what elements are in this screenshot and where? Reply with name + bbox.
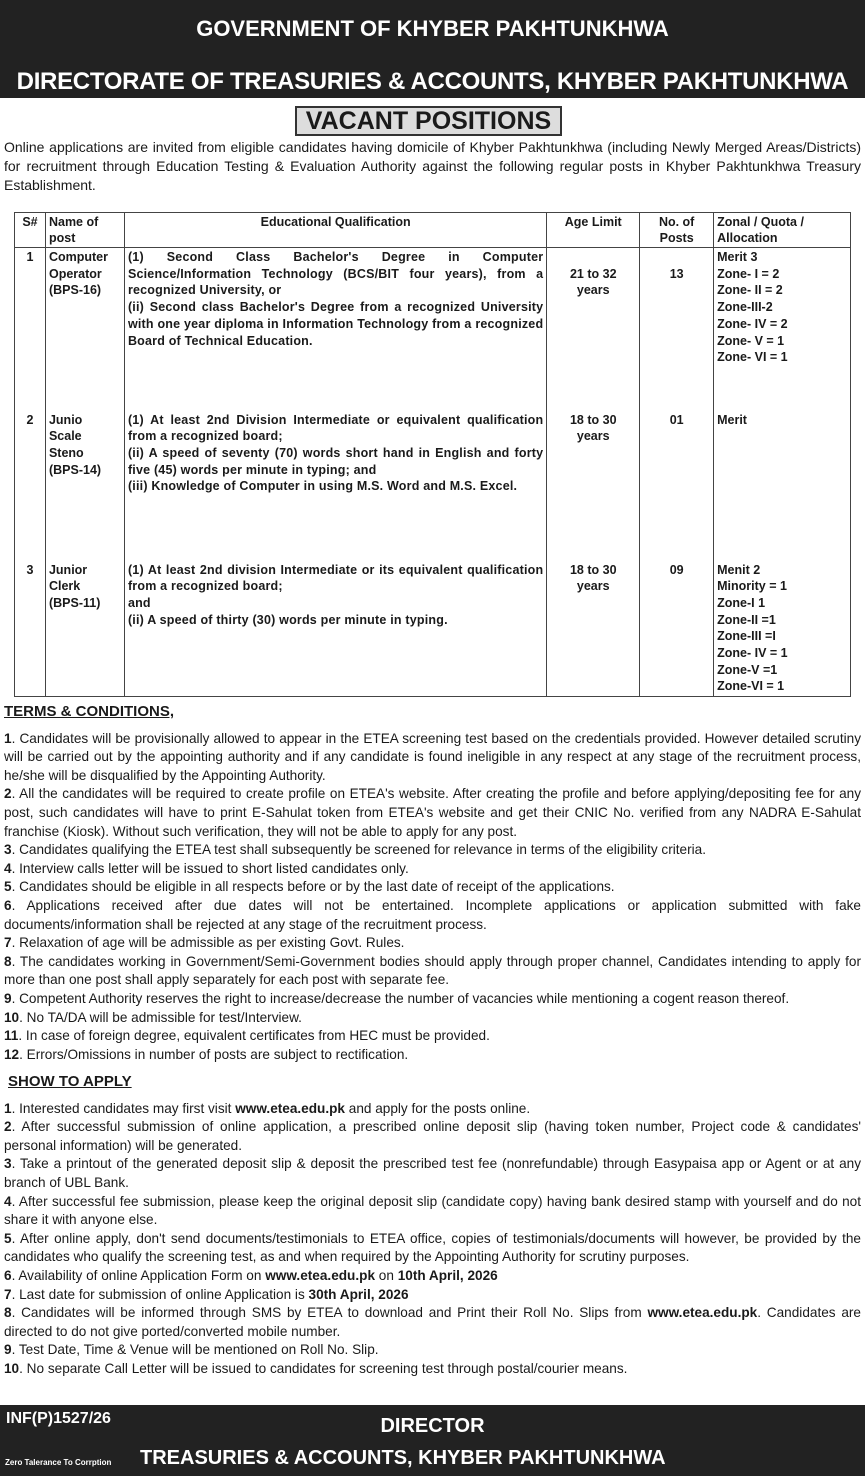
- apply-item: [4, 1100, 861, 1119]
- item-text: 6: [4, 1267, 12, 1283]
- column-header: No. of Posts: [640, 213, 714, 248]
- emphasis-text: 10th April, 2026: [397, 1267, 498, 1283]
- apply-item: [4, 1155, 861, 1192]
- emphasis-text: www.etea.edu.pk: [647, 1305, 758, 1321]
- item-text: . The candidates working in Government/Semi-Government bodies should apply through proper channel, Candidates intending to apply for more than one post shall apply separately for each post with separate fee.: [4, 953, 861, 988]
- post-line: (BPS-11): [48, 595, 101, 610]
- item-text: . Availability of online Application Form on: [11, 1267, 266, 1283]
- zonal-line: Zone-III-2: [717, 300, 773, 315]
- column-header: Name of post: [45, 213, 124, 248]
- emphasis-text: www.etea.edu.pk: [265, 1267, 376, 1283]
- item-text: 2: [4, 1119, 12, 1135]
- item-text: 3: [4, 842, 12, 858]
- column-header: Zonal / Quota / Allocation: [714, 213, 851, 248]
- terms-item: [4, 1027, 861, 1046]
- apply-item: [4, 1118, 861, 1155]
- age-line: 18 to 30: [569, 562, 617, 577]
- age-limit: [547, 248, 640, 411]
- age-line: years: [576, 579, 610, 594]
- post-line: Operator: [48, 266, 102, 281]
- item-text: 2: [4, 786, 12, 802]
- item-text: . After successful fee submission, please keep the original deposit slip (candidate copy) having bank desired stamp with yourself and do not share it with anyone else.: [4, 1193, 861, 1228]
- zonal-line: Zone- IV = 2: [717, 316, 788, 331]
- zonal-line: Merit 3: [717, 250, 758, 264]
- terms-heading: TERMS & CONDITIONS,: [4, 703, 175, 720]
- terms-item: [4, 785, 861, 841]
- posts-count: [640, 248, 714, 411]
- item-text: 8: [4, 1305, 12, 1321]
- post-name: [45, 411, 124, 561]
- item-text: 9: [4, 1342, 12, 1358]
- item-text: 5: [4, 1230, 12, 1246]
- zonal-line: Zone-II =1: [717, 612, 776, 627]
- apply-item: [4, 1360, 861, 1379]
- item-text: 10: [4, 1009, 20, 1025]
- zonal-allocation: [714, 248, 851, 411]
- zonal-line: Minority = 1: [717, 579, 787, 594]
- qualification: (1) At least 2nd Division Intermediate or equivalent qualification from a recognized board; (ii) A speed of seventy (70) words short hand in English and forty five (45) words per minute in typing; and (iii) Knowledge of Computer in using M.S. Word and M.S. Excel.: [124, 411, 546, 561]
- item-text: . Errors/Omissions in number of posts are subject to rectification.: [19, 1046, 409, 1062]
- age-line: [550, 249, 636, 266]
- item-text: 8: [4, 953, 12, 969]
- column-header: Educational Qualification: [124, 213, 546, 248]
- item-text: . No separate Call Letter will be issued to candidates for screening test through postal/courier means.: [19, 1360, 628, 1376]
- post-line: Steno: [48, 445, 84, 460]
- posts-line: 09: [669, 562, 684, 577]
- post-line: Scale: [48, 429, 82, 444]
- item-text: 4: [4, 860, 12, 876]
- zonal-line: Zone-I 1: [717, 595, 766, 610]
- posts-count: [640, 411, 714, 561]
- item-text: . Candidates will be informed through SMS by ETEA to download and Print their Roll No. Slips from: [11, 1305, 648, 1321]
- table-row: [15, 411, 851, 561]
- item-text: . Interested candidates may first visit: [11, 1100, 236, 1116]
- zonal-line: Zone- I = 2: [717, 266, 780, 281]
- intro-paragraph: Online applications are invited from eligible candidates having domicile of Khyber Pakhtunkhwa (including Newly Merged Areas/Districts) for recruitment through Education Testing & Evaluation Authority against the following regular posts in Khyber Pakhtunkhwa Treasury Establishment.: [4, 139, 861, 193]
- item-text: 11: [4, 1028, 19, 1044]
- post-line: Junio: [48, 412, 83, 427]
- column-header: S#: [15, 213, 46, 248]
- post-line: (BPS-16): [48, 283, 102, 298]
- item-text: 10: [4, 1360, 20, 1376]
- item-text: . Last date for submission of online Application is: [11, 1286, 309, 1302]
- age-line: 21 to 32: [569, 266, 617, 281]
- zonal-line: Menit 2: [717, 562, 761, 577]
- item-text: . Competent Authority reserves the right to increase/decrease the number of vacancies while mentioning a cogent reason thereof.: [11, 990, 790, 1006]
- item-text: . Candidates qualifying the ETEA test shall subsequently be screened for relevance in terms of the eligibility criteria.: [11, 842, 706, 858]
- apply-section: [4, 1073, 861, 1379]
- zonal-allocation: [714, 411, 851, 561]
- apply-item: [4, 1286, 861, 1305]
- item-text: 9: [4, 990, 12, 1006]
- designation: DIRECTOR: [380, 1415, 485, 1437]
- post-line: Clerk: [48, 579, 81, 594]
- post-line: (BPS-14): [48, 462, 102, 477]
- column-header: Age Limit: [547, 213, 640, 248]
- serial-number: 1: [15, 248, 46, 411]
- posts-line: 13: [669, 266, 684, 281]
- qualification: (1) Second Class Bachelor's Degree in Computer Science/Information Technology (BCS/BIT four years), from a recognized University, or (ii) Second class Bachelor's Degree from a recognized University with one year diploma in Information Technology from a recognized Board of Technical Education.: [124, 248, 546, 411]
- apply-item: [4, 1341, 861, 1360]
- age-line: years: [576, 283, 610, 298]
- item-text: 1: [4, 730, 12, 746]
- apply-item: [4, 1304, 861, 1341]
- terms-item: [4, 878, 861, 897]
- serial-number: 2: [15, 411, 46, 561]
- item-text: . No TA/DA will be admissible for test/Interview.: [19, 1009, 302, 1025]
- footer-banner: [0, 1405, 865, 1476]
- posts-line: 01: [669, 412, 684, 427]
- zonal-line: Zone-VI = 1: [717, 679, 785, 694]
- terms-item: [4, 990, 861, 1009]
- age-line: 18 to 30: [569, 412, 617, 427]
- terms-item: [4, 730, 861, 786]
- apply-item: [4, 1267, 861, 1286]
- item-text: . All the candidates will be required to create profile on ETEA's website. After creating the profile and before applying/depositing fee for any post, such candidates will have to print E-Sahulat token from ETEA's website and get their CNIC No. verified from any NADRA E-Sahulat franchise (Kiosk). Without such verification, they will not be able to apply for any post.: [4, 786, 861, 839]
- item-text: 4: [4, 1193, 12, 1209]
- terms-item: [4, 897, 861, 934]
- item-text: . Candidates are directed to do not give ported/converted mobile number.: [4, 1305, 861, 1339]
- age-line: years: [576, 429, 610, 444]
- table-row: [15, 248, 851, 411]
- item-text: . After successful submission of online application, a prescribed online deposit slip (having token number, Project code & candidates' personal information) will be generated.: [4, 1119, 861, 1153]
- item-text: . Take a printout of the generated deposit slip & deposit the prescribed test fee (nonrefundable) through Easypaisa app or Agent or at any branch of UBL Bank.: [4, 1156, 861, 1190]
- post-line: Computer: [48, 250, 108, 264]
- emphasis-text: 30th April, 2026: [308, 1286, 409, 1302]
- serial-number: 3: [15, 561, 46, 697]
- table-row: [15, 561, 851, 697]
- qualification: (1) At least 2nd division Intermediate or its equivalent qualification from a recognized board; and (ii) A speed of thirty (30) words per minute in typing.: [124, 561, 546, 697]
- zonal-line: Zone- V = 1: [717, 333, 785, 348]
- emphasis-text: www.etea.edu.pk: [235, 1100, 345, 1116]
- terms-item: [4, 841, 861, 860]
- item-text: . Applications received after due dates will not be entertained. Incomplete applications or application submitted with fake documents/information shall be rejected at any stage of the recruitment process.: [4, 897, 861, 932]
- item-text: . Interview calls letter will be issued to short listed candidates only.: [11, 860, 409, 876]
- terms-item: [4, 1009, 861, 1028]
- terms-section: [4, 703, 861, 1064]
- item-text: . Relaxation of age will be admissible as per existing Govt. Rules.: [11, 935, 405, 951]
- item-text: 5: [4, 879, 12, 895]
- terms-item: [4, 860, 861, 879]
- age-limit: [547, 561, 640, 697]
- item-text: on: [375, 1267, 398, 1283]
- reference-number: INF(P)1527/26: [6, 1410, 111, 1427]
- zonal-line: Zone-III =I: [717, 629, 776, 644]
- item-text: 7: [4, 935, 12, 951]
- directorate-title: DIRECTORATE OF TREASURIES & ACCOUNTS, KHYBER PAKHTUNKHWA: [16, 68, 849, 95]
- item-text: and apply for the posts online.: [345, 1100, 531, 1116]
- item-text: . Test Date, Time & Venue will be mentioned on Roll No. Slip.: [11, 1342, 379, 1358]
- item-text: 6: [4, 897, 12, 913]
- item-text: . Candidates will be provisionally allowed to appear in the ETEA screening test based on the credentials provided. However detailed scrutiny will be carried out by the appointing authority and if any candidate is found ineligible in any respect at any stage of the recruitment process, he/she will be disqualified by the Appointing Authority.: [4, 730, 861, 783]
- post-name: [45, 248, 124, 411]
- age-limit: [547, 411, 640, 561]
- zonal-line: Zone- VI = 1: [717, 350, 788, 365]
- posts-line: [643, 249, 710, 266]
- terms-item: [4, 1046, 861, 1065]
- zonal-line: Merit: [717, 412, 747, 427]
- item-text: . In case of foreign degree, equivalent certificates from HEC must be provided.: [18, 1028, 490, 1044]
- header-banner: [0, 0, 865, 98]
- government-title: GOVERNMENT OF KHYBER PAKHTUNKHWA: [196, 16, 669, 41]
- post-name: [45, 561, 124, 697]
- apply-heading: SHOW TO APPLY: [8, 1073, 132, 1090]
- posts-count: [640, 561, 714, 697]
- office-name: TREASURIES & ACCOUNTS, KHYBER PAKHTUNKHWA: [140, 1447, 666, 1469]
- post-line: Junior: [48, 562, 88, 577]
- terms-item: [4, 934, 861, 953]
- item-text: 1: [4, 1100, 12, 1116]
- item-text: 7: [4, 1286, 12, 1302]
- item-text: 12: [4, 1046, 20, 1062]
- page-title: VACANT POSITIONS: [295, 106, 562, 136]
- item-text: . Candidates should be eligible in all respects before or by the last date of receipt of the applications.: [11, 879, 615, 895]
- apply-item: [4, 1193, 861, 1230]
- zonal-line: Zone-V =1: [717, 662, 778, 677]
- slogan: Zero Talerance To Corrption: [5, 1458, 112, 1467]
- terms-item: [4, 953, 861, 990]
- zonal-line: Zone- II = 2: [717, 283, 783, 298]
- item-text: . After online apply, don't send documents/testimonials to ETEA office, copies of testimonials/documents will however, be provided by the candidates who qualify the screening test, as and when required by the Appointing Authority for scrutiny purposes.: [4, 1230, 861, 1265]
- positions-table: [14, 212, 851, 697]
- apply-item: [4, 1230, 861, 1267]
- zonal-line: Zone- IV = 1: [717, 646, 788, 661]
- zonal-allocation: [714, 561, 851, 697]
- item-text: 3: [4, 1156, 12, 1172]
